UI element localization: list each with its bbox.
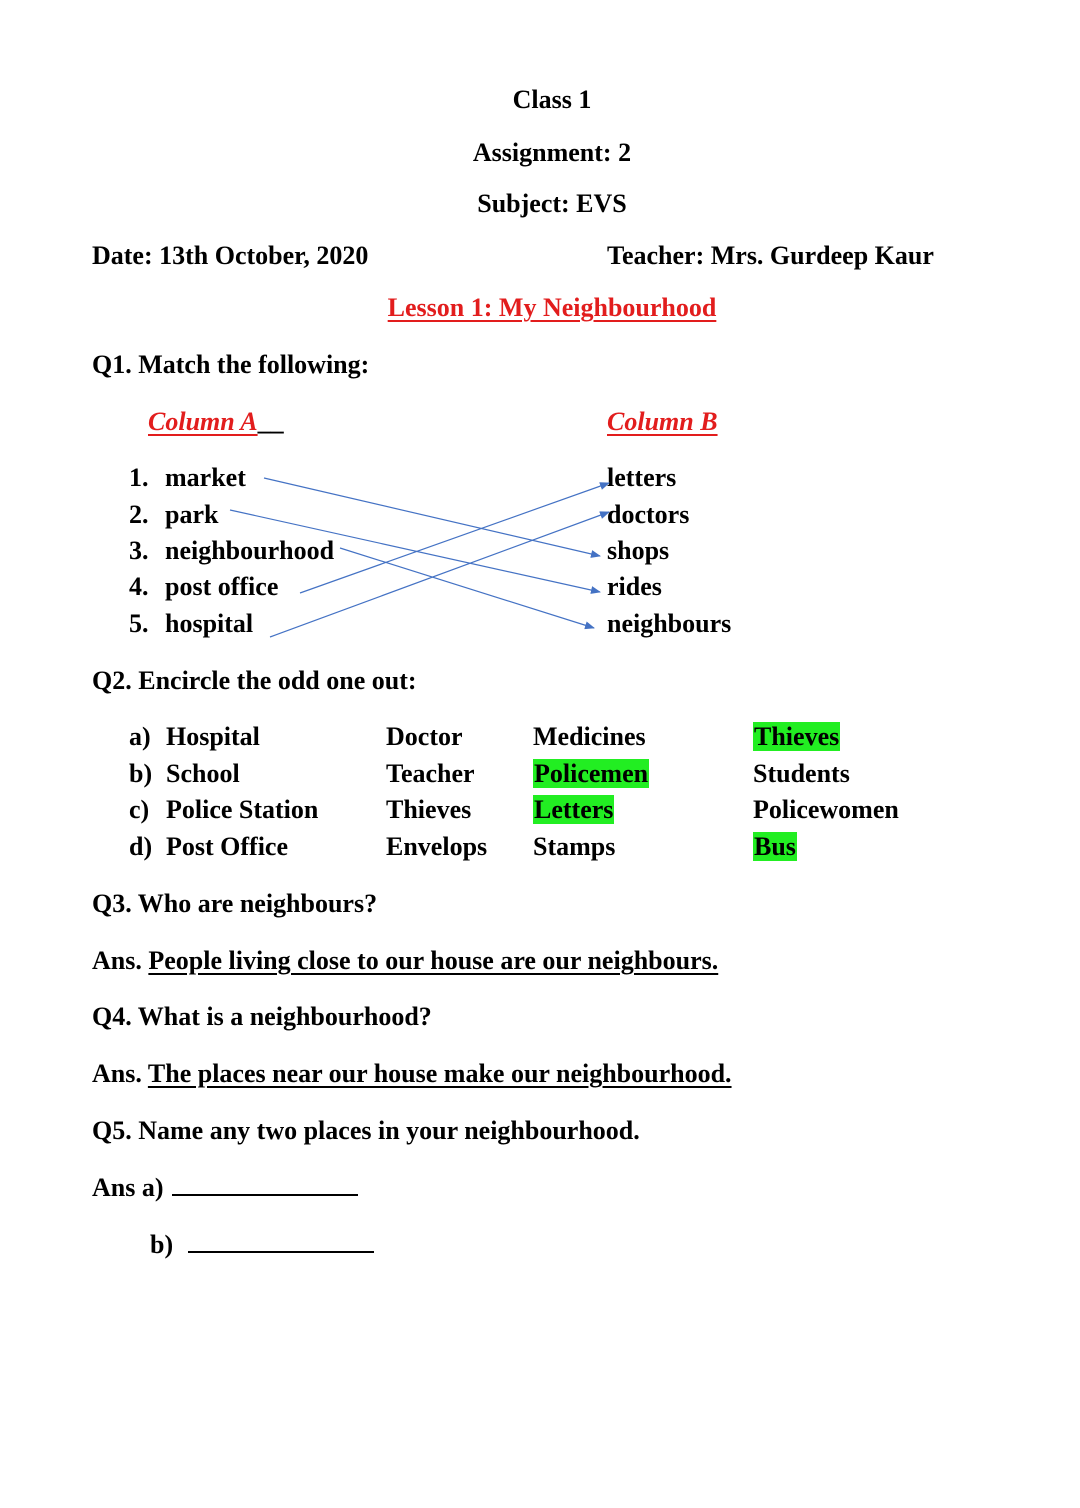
- q2-row-label: c): [129, 795, 150, 824]
- column-a-item: 3. neighbourhood: [129, 536, 335, 565]
- q2-option: Stamps: [533, 832, 616, 861]
- q2-option: Medicines: [533, 722, 646, 751]
- column-a-trailing: __: [257, 407, 284, 436]
- q2-option: School: [166, 759, 240, 788]
- q2-row-label: b): [129, 759, 153, 788]
- q5-ans-a-label: Ans a): [92, 1173, 164, 1202]
- match-line-hospital-doctors: [270, 512, 609, 637]
- q4-question: Q4. What is a neighbourhood?: [92, 1002, 432, 1031]
- q4-answer-text: The places near our house make our neighbourhood.: [147, 1059, 732, 1088]
- q2-option-highlighted: Thieves: [754, 722, 840, 751]
- q2-question: Q2. Encircle the odd one out:: [92, 666, 417, 695]
- q2-option: Post Office: [166, 832, 289, 861]
- q5-question: Q5. Name any two places in your neighbourhood.: [92, 1116, 640, 1145]
- answer-blank-a[interactable]: [172, 1192, 358, 1196]
- q5-ans-b-label: b): [150, 1230, 174, 1259]
- column-a-item: 1. market: [129, 463, 246, 492]
- q2-option: Teacher: [386, 759, 475, 788]
- class-heading: Class 1: [512, 85, 592, 114]
- q2-option: Students: [753, 759, 850, 788]
- q4-answer: [92, 1061, 732, 1087]
- q2-option: Hospital: [166, 722, 260, 751]
- q1-question: Q1. Match the following:: [92, 350, 370, 379]
- q2-option-highlighted: Bus: [754, 832, 796, 861]
- column-b-title: Column B: [607, 407, 718, 436]
- q2-option: Police Station: [166, 795, 319, 824]
- q2-option: Policewomen: [753, 795, 899, 824]
- column-b-item: letters: [607, 463, 677, 492]
- column-a-item: 5. hospital: [129, 609, 254, 638]
- q3-answer-text: People living close to our house are our neighbours.: [148, 946, 719, 975]
- q2-option-highlighted: Letters: [534, 795, 614, 824]
- q2-option: Doctor: [386, 722, 463, 751]
- q5-answer-a: [92, 1175, 358, 1201]
- column-a-title: Column A: [148, 407, 258, 436]
- match-line-park-rides: [230, 510, 600, 592]
- subject-heading: Subject: EVS: [477, 189, 627, 218]
- assignment-heading: Assignment: 2: [472, 138, 632, 167]
- q2-row-label: d): [129, 832, 153, 861]
- column-a-item: 2. park: [129, 500, 219, 529]
- column-b-item: rides: [607, 572, 662, 601]
- q3-question: Q3. Who are neighbours?: [92, 889, 378, 918]
- answer-blank-b[interactable]: [188, 1249, 374, 1253]
- lesson-title-text: Lesson 1: My Neighbourhood: [387, 293, 717, 322]
- q2-option: Envelops: [386, 832, 488, 861]
- column-b-item: doctors: [607, 500, 690, 529]
- q2-option-highlighted: Policemen: [534, 759, 649, 788]
- match-line-postoffice-letters: [300, 483, 609, 593]
- q4-ans-prefix: Ans.: [92, 1059, 142, 1088]
- column-b-item: shops: [607, 536, 670, 565]
- column-a-item: 4. post office: [129, 572, 279, 601]
- match-line-neighbourhood-neighbours: [340, 548, 594, 628]
- q3-ans-prefix: Ans.: [92, 946, 142, 975]
- teacher-label: Teacher: Mrs. Gurdeep Kaur: [607, 241, 934, 270]
- q2-option: Thieves: [386, 795, 472, 824]
- q2-row-label: a): [129, 722, 151, 751]
- match-line-market-shops: [264, 478, 600, 556]
- q5-answer-b: [150, 1232, 374, 1258]
- date-label: Date: 13th October, 2020: [92, 241, 369, 270]
- q3-answer: [92, 948, 718, 974]
- column-b-item: neighbours: [607, 609, 732, 638]
